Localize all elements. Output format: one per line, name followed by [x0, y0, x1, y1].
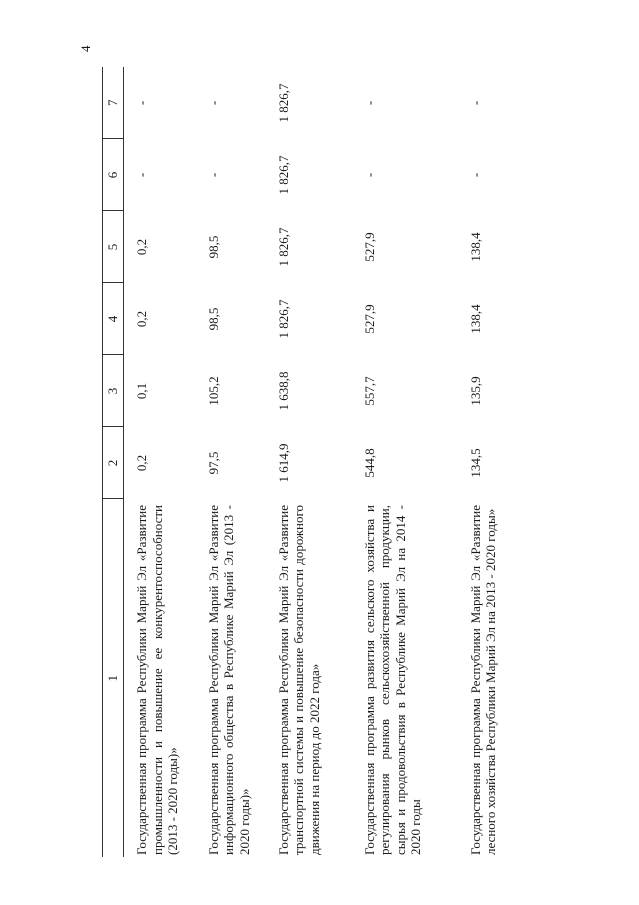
program-name-cell: Государственная программа Республики Марий Эл «Развитие лесного хозяйства Республики Марий Эл на 2013 - 2020 годы» [467, 505, 498, 855]
value-cell: - [205, 100, 221, 106]
table-row [352, 67, 458, 857]
value-cell: 0,2 [134, 310, 149, 328]
value-cell: 0,2 [134, 454, 149, 472]
value-cell: 1 826,7 [275, 155, 291, 195]
column-header: 3 [103, 355, 124, 427]
value-cell: 1 826,7 [275, 227, 291, 267]
program-name-cell: Государственная программа Республики Марий Эл «Развитие информационного общества в Республике Марий Эл (2013 - 2020 годы)» [205, 505, 252, 855]
column-header: 1 [103, 499, 124, 857]
value-cell: - [134, 172, 149, 178]
value-cell: 527,9 [361, 232, 377, 262]
value-cell: 1 826,7 [275, 299, 291, 339]
table-row [196, 67, 266, 857]
column-header: 2 [103, 427, 124, 499]
value-cell: 527,9 [361, 304, 377, 334]
page-number: 4 [78, 45, 93, 52]
value-cell: 1 638,8 [275, 371, 291, 411]
value-cell: 134,5 [467, 448, 483, 478]
column-header: 6 [103, 139, 124, 211]
value-cell: 135,9 [467, 376, 483, 406]
program-name-cell: Государственная программа Республики Марий Эл «Развитие промышленности и повышение ее конкурентоспособности (2013 - 2020 годы)» [134, 505, 180, 855]
value-cell: 1 826,7 [275, 83, 291, 123]
value-cell: - [467, 100, 483, 106]
budget-table [102, 67, 540, 857]
value-cell: - [361, 100, 377, 106]
value-cell: 138,4 [467, 232, 483, 262]
value-cell: - [134, 100, 149, 106]
value-cell: 98,5 [205, 235, 221, 259]
table-row [266, 67, 352, 857]
value-cell: - [361, 172, 377, 178]
value-cell: 138,4 [467, 304, 483, 334]
table-row [124, 67, 196, 857]
value-cell: 1 614,9 [275, 443, 291, 483]
value-cell: 105,2 [205, 376, 221, 406]
program-name-cell: Государственная программа Республики Марий Эл «Развитие транспортной системы и повышение безопасности дорожного движения на период до 2022 года» [275, 505, 322, 855]
value-cell: 557,7 [361, 376, 377, 406]
value-cell: 0,1 [134, 382, 149, 400]
program-name-cell: Государственная программа развития сельского хозяйства и регулирования рынков сельскохозяйственной продукции, сырья и продовольствия в Республике Марий Эл на 2014 - 2020 годы [361, 505, 423, 855]
rotated-table-wrapper [102, 67, 538, 857]
table-header-row [103, 67, 124, 857]
value-cell: 98,5 [205, 307, 221, 331]
value-cell: - [205, 172, 221, 178]
table-row [458, 67, 540, 857]
value-cell: 544,8 [361, 448, 377, 478]
value-cell: 97,5 [205, 451, 221, 475]
column-header: 4 [103, 283, 124, 355]
column-header: 5 [103, 211, 124, 283]
value-cell: - [467, 172, 483, 178]
value-cell: 0,2 [134, 238, 149, 256]
column-header: 7 [103, 67, 124, 139]
